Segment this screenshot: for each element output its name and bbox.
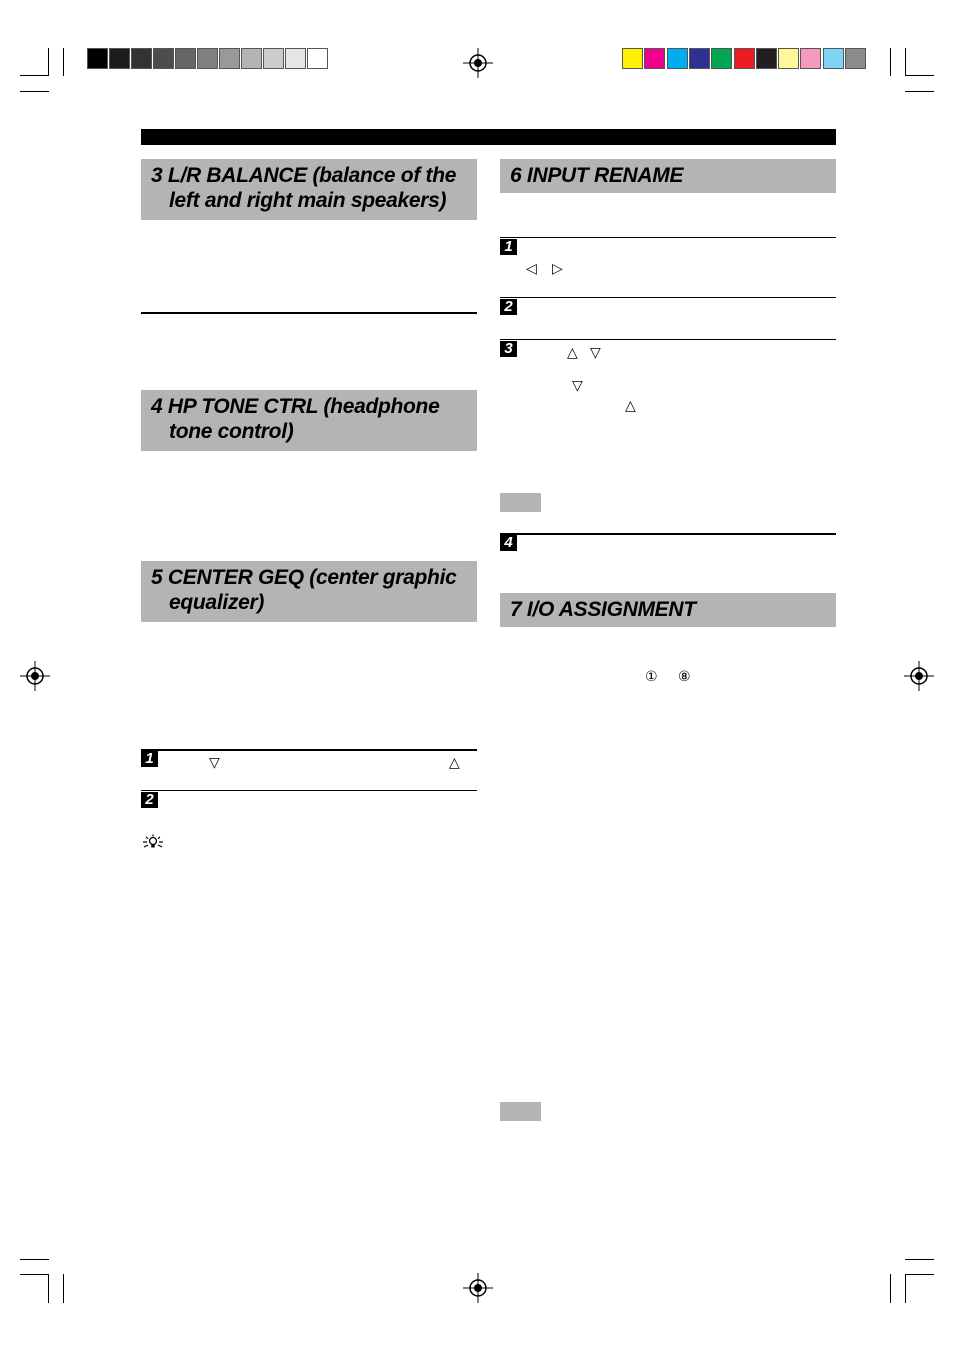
step-number: 1 <box>141 751 158 767</box>
tip-lightbulb-icon <box>141 834 165 850</box>
color-swatch <box>778 48 799 69</box>
gray-swatch <box>131 48 152 69</box>
right-arrow-icon: ▷ <box>552 261 563 277</box>
gray-swatch <box>241 48 262 69</box>
color-swatch <box>689 48 710 69</box>
gray-swatch <box>175 48 196 69</box>
color-swatch <box>823 48 844 69</box>
step-number: 4 <box>500 535 517 551</box>
registration-target-top <box>463 48 493 78</box>
down-arrow-icon: ▽ <box>209 755 220 771</box>
registration-target-left <box>20 661 50 691</box>
step-rule <box>500 237 836 238</box>
step-rule <box>141 749 477 751</box>
color-swatch <box>734 48 755 69</box>
left-arrow-icon: ◁ <box>526 261 537 277</box>
gray-swatch <box>219 48 240 69</box>
header-bar <box>141 129 836 145</box>
down-arrow-icon: ▽ <box>590 345 601 361</box>
gray-swatch <box>87 48 108 69</box>
heading-line-2: tone control) <box>169 420 294 443</box>
color-swatch <box>845 48 866 69</box>
divider-rule <box>141 312 477 314</box>
step-rule <box>500 533 836 535</box>
circled-number-1: ① <box>645 669 658 685</box>
color-swatch <box>756 48 777 69</box>
color-swatch <box>711 48 732 69</box>
section-heading-hp-tone-ctrl <box>141 390 477 451</box>
circled-number-8: ⑧ <box>678 669 691 685</box>
heading-line-1: 6 INPUT RENAME <box>510 164 684 187</box>
note-marker <box>500 1102 541 1121</box>
color-swatch <box>800 48 821 69</box>
color-swatch <box>667 48 688 69</box>
step-number: 3 <box>500 341 517 357</box>
heading-line-1: 4 HP TONE CTRL (headphone <box>151 395 440 418</box>
gray-swatch <box>109 48 130 69</box>
section-heading-input-rename <box>500 159 836 193</box>
step-rule <box>500 297 836 298</box>
section-heading-lr-balance <box>141 159 477 220</box>
heading-line-1: 5 CENTER GEQ (center graphic <box>151 566 457 589</box>
heading-line-1: 7 I/O ASSIGNMENT <box>510 598 696 621</box>
registration-target-bottom <box>463 1273 493 1303</box>
heading-line-2: equalizer) <box>169 591 265 614</box>
gray-swatch <box>307 48 328 69</box>
color-swatch <box>622 48 643 69</box>
up-arrow-icon: △ <box>567 345 578 361</box>
gray-swatch <box>197 48 218 69</box>
up-arrow-icon: △ <box>449 755 460 771</box>
section-heading-io-assignment <box>500 593 836 627</box>
up-arrow-icon: △ <box>625 398 636 414</box>
heading-line-2: left and right main speakers) <box>169 189 447 212</box>
step-number: 1 <box>500 239 517 255</box>
step-rule <box>500 339 836 340</box>
gray-swatch <box>263 48 284 69</box>
heading-line-1: 3 L/R BALANCE (balance of the <box>151 164 457 187</box>
color-swatch <box>644 48 665 69</box>
registration-target-right <box>904 661 934 691</box>
step-number: 2 <box>141 792 158 808</box>
step-number: 2 <box>500 299 517 315</box>
gray-swatch <box>285 48 306 69</box>
gray-swatch <box>153 48 174 69</box>
section-heading-center-geq <box>141 561 477 622</box>
step-rule <box>141 790 477 791</box>
note-marker <box>500 493 541 512</box>
down-arrow-icon: ▽ <box>572 378 583 394</box>
